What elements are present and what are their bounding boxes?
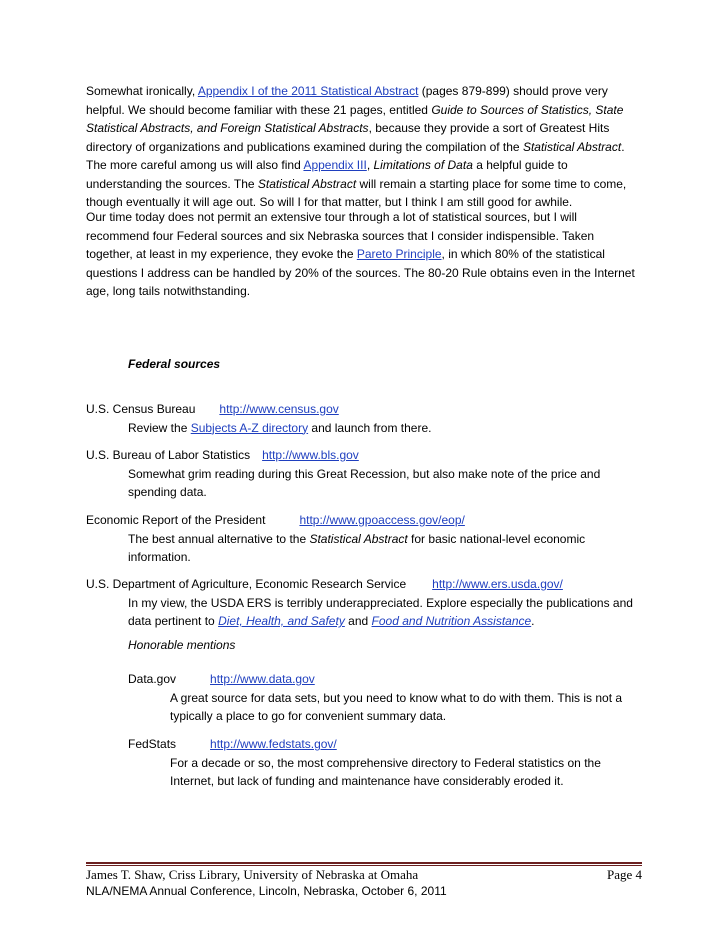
- source-title-row: [128, 735, 648, 754]
- source-fedstats: [128, 735, 648, 791]
- text-line: [86, 245, 646, 264]
- fedstats-url-link[interactable]: http://www.fedstats.gov/: [210, 737, 337, 751]
- text-line: [86, 138, 646, 157]
- text-line: [86, 101, 646, 120]
- italic-title: Statistical Abstract: [522, 139, 622, 154]
- text-line: questions I address can be handled by 20% of the sources. The 80-20 Rule obtains even in the Internet: [86, 265, 635, 280]
- diet-health-safety-link[interactable]: Diet, Health, and Safety: [218, 614, 345, 628]
- source-description: For a decade or so, the most comprehensive directory to Federal statistics on the: [170, 755, 601, 770]
- footer-conference-line: NLA/NEMA Annual Conference, Lincoln, Nebraska, October 6, 2011: [86, 884, 447, 898]
- paragraph-pareto: [86, 208, 646, 301]
- source-description: A great source for data sets, but you need to know what to do with them. This is not a: [170, 690, 623, 705]
- text-run: understanding the sources. The: [86, 176, 258, 191]
- text-run: directory of organizations and publications examined during the compilation of the: [86, 139, 523, 154]
- source-description: [86, 612, 646, 631]
- text-run: .: [531, 614, 535, 628]
- data-gov-url-link[interactable]: http://www.data.gov: [210, 672, 315, 686]
- footer-author: James T. Shaw, Criss Library, University of Nebraska at Omaha: [86, 867, 419, 882]
- census-url-link[interactable]: http://www.census.gov: [219, 402, 339, 416]
- footer-author-line: [86, 867, 642, 883]
- source-description: spending data.: [128, 485, 207, 499]
- appendix-iii-link[interactable]: Appendix III: [303, 158, 367, 172]
- text-run: and: [344, 614, 372, 628]
- food-nutrition-assistance-link[interactable]: Food and Nutrition Assistance: [371, 614, 532, 628]
- source-title-row: [86, 575, 646, 594]
- ers-url-link[interactable]: http://www.ers.usda.gov/: [432, 577, 563, 591]
- section-heading-federal-sources: Federal sources: [128, 357, 221, 371]
- source-census: [86, 400, 646, 437]
- text-run: and launch from there.: [308, 420, 432, 435]
- italic-title: Limitations of Data: [373, 158, 473, 172]
- source-economic-report: [86, 511, 646, 567]
- source-description: [86, 530, 646, 549]
- source-name: U.S. Census Bureau: [86, 402, 196, 416]
- text-line: age, long tails notwithstanding.: [86, 284, 251, 298]
- honorable-mentions-heading: Honorable mentions: [128, 638, 236, 652]
- text-run: for basic national-level economic: [407, 531, 586, 546]
- italic-title: Guide to Sources of Statistics, State: [431, 102, 624, 117]
- source-description: In my view, the USDA ERS is terribly underappreciated. Explore especially the publications and: [128, 595, 633, 610]
- text-line: [86, 119, 646, 138]
- text-line: though eventually it will age out. So will I for that matter, but I think I am still good for awhile.: [86, 195, 573, 209]
- text-run: ,: [366, 158, 374, 172]
- source-title-row: [128, 670, 648, 689]
- text-run: , in which 80% of the statistical: [441, 247, 605, 261]
- source-description: [86, 419, 646, 438]
- text-run: , because they provide a sort of Greatest Hits: [368, 121, 610, 135]
- italic-title: Statistical Abstract: [309, 531, 408, 546]
- appendix-i-link[interactable]: Appendix I of the 2011 Statistical Abstract: [197, 84, 419, 98]
- pareto-principle-link[interactable]: Pareto Principle: [356, 247, 442, 261]
- source-description: Somewhat grim reading during this Great Recession, but also make note of the price and: [128, 466, 601, 481]
- text-line: [86, 156, 646, 175]
- text-line: recommend four Federal sources and six Nebraska sources that I consider indispensible. Taken: [86, 228, 595, 243]
- source-name: Data.gov: [128, 672, 177, 686]
- text-run: helpful. We should become familiar with these 21 pages, entitled: [86, 102, 432, 117]
- source-description: Internet, but lack of funding and maintenance have considerably eroded it.: [170, 774, 564, 788]
- text-run: Review the: [128, 420, 191, 435]
- gpoaccess-url-link[interactable]: http://www.gpoaccess.gov/eop/: [299, 513, 465, 527]
- text-line: [86, 82, 646, 101]
- source-data-gov: [128, 670, 648, 726]
- bls-url-link[interactable]: http://www.bls.gov: [262, 448, 359, 462]
- text-line: Our time today does not permit an extensive tour through a lot of statistical sources, but I will: [86, 210, 577, 224]
- source-name: Economic Report of the President: [86, 513, 266, 527]
- source-name: U.S. Department of Agriculture, Economic Research Service: [86, 577, 407, 591]
- text-run: will remain a starting place for some time to come,: [356, 176, 627, 191]
- italic-title: Statistical Abstracts, and Foreign Statistical Abstracts: [86, 121, 369, 135]
- text-run: .: [621, 139, 625, 154]
- paragraph-appendix: [86, 82, 646, 212]
- page-number: Page 4: [606, 867, 642, 882]
- text-run: Somewhat ironically,: [86, 84, 198, 98]
- text-run: together, at least in my experience, they evoke the: [86, 247, 357, 261]
- source-name: FedStats: [128, 737, 177, 751]
- source-bls: [86, 446, 646, 502]
- text-run: (pages 879-899) should prove very: [418, 84, 608, 98]
- source-usda-ers: [86, 575, 646, 631]
- footer-rule-thin: [86, 865, 642, 866]
- source-description: typically a place to go for convenient summary data.: [170, 709, 447, 723]
- text-run: a helpful guide to: [472, 158, 568, 172]
- text-run: data pertinent to: [128, 614, 219, 628]
- text-run: The best annual alternative to the: [128, 531, 310, 546]
- text-run: The more careful among us will also find: [86, 158, 304, 172]
- source-title-row: [86, 400, 646, 419]
- italic-title: Statistical Abstract: [257, 176, 357, 191]
- subjects-az-link[interactable]: Subjects A-Z directory: [190, 420, 309, 435]
- source-name: U.S. Bureau of Labor Statistics: [86, 448, 251, 462]
- source-description: information.: [128, 550, 191, 564]
- text-line: [86, 175, 646, 194]
- source-title-row: [86, 446, 646, 465]
- source-title-row: [86, 511, 646, 530]
